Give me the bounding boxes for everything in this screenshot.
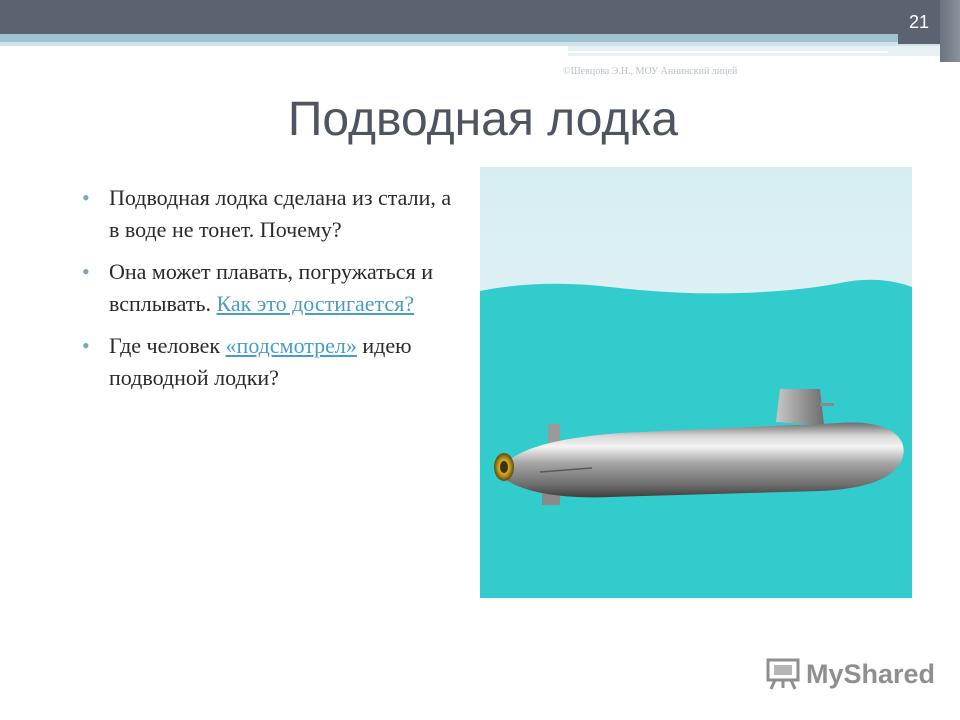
tower-plane — [820, 403, 834, 406]
header-divider — [568, 51, 888, 53]
submarine-drawing — [480, 167, 912, 598]
bullet-list — [80, 182, 460, 404]
bullet-dot: • — [82, 185, 90, 210]
bullet-item — [80, 256, 460, 320]
bullet-text-end: идею подводной лодки? — [109, 333, 412, 390]
bullet-text: Она может плавать, погружаться и всплывать. — [109, 259, 433, 316]
conning-tower — [776, 389, 824, 425]
top-bar — [0, 0, 960, 34]
header-band — [0, 34, 960, 42]
submarine-illustration — [480, 167, 912, 598]
bullet-item — [80, 330, 460, 394]
author-credit: ©Шевцова Э.Н., МОУ Аннинский лицей — [563, 66, 738, 77]
peeked-link[interactable]: «подсмотрел» — [225, 333, 357, 358]
header-edge — [940, 0, 960, 62]
bullet-dot: • — [82, 333, 90, 358]
propeller-hub — [500, 461, 508, 473]
slide-number: 21 — [898, 0, 940, 44]
bullet-item — [80, 182, 460, 246]
bullet-text: Где человек — [109, 333, 221, 358]
how-achieved-link[interactable]: Как это достигается? — [216, 291, 415, 316]
presentation-board-icon — [766, 657, 800, 691]
bullet-dot: • — [82, 259, 90, 284]
bullet-text: Подводная лодка сделана из стали, а в воде не тонет. Почему? — [109, 185, 452, 242]
slide-title: Подводная лодка — [287, 93, 679, 146]
myshared-watermark — [766, 654, 935, 694]
watermark-text: MyShared — [806, 658, 936, 689]
